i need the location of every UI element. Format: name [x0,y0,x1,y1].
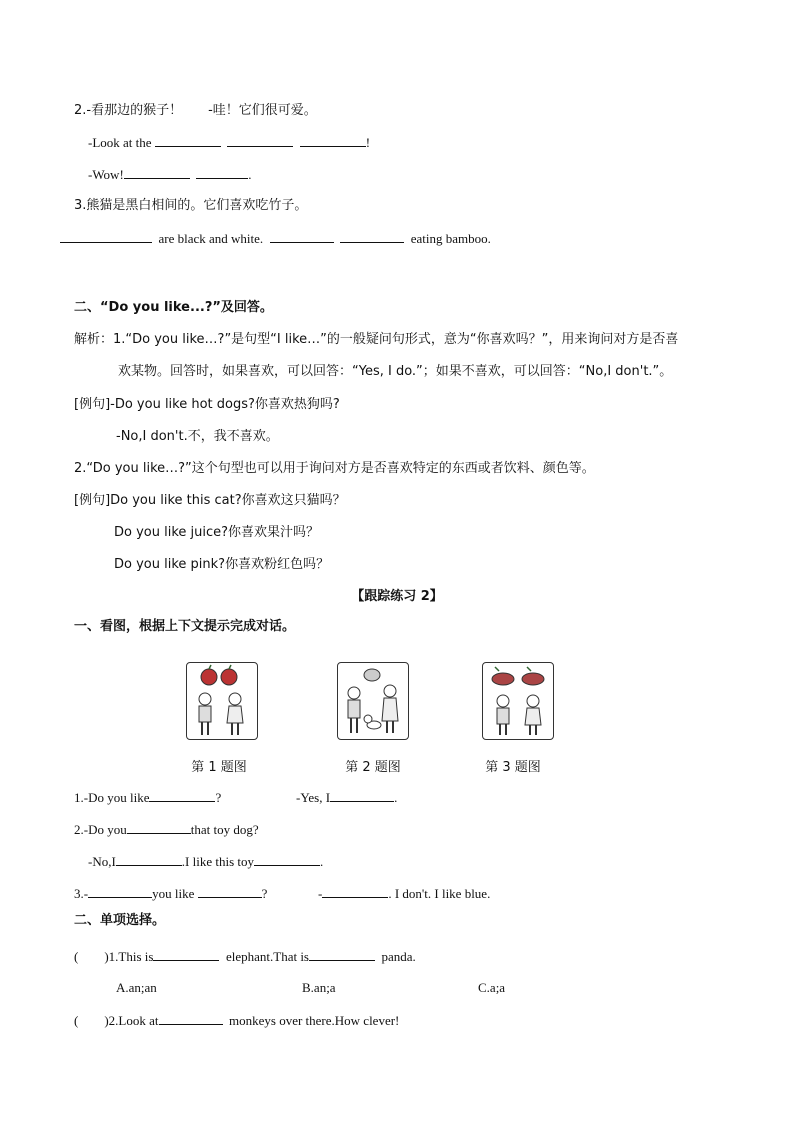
punct: ? [261,886,268,901]
mc2-text: )2.Look at [104,1013,159,1028]
practice-q2-b [88,853,323,870]
part1-heading: 一、看图，根据上下文提示完成对话。 [74,619,296,634]
answer-blank[interactable] [153,948,219,961]
q3-b-text: - [318,886,323,901]
kids-with-toy-dog-illustration [338,663,408,739]
example2-a: [例句]Do you like this cat?你喜欢这只猫吗？ [74,493,346,508]
answer-blank[interactable] [124,166,190,179]
q2-a-text: 2.-Do you [74,822,127,837]
practice-q1-b [296,789,397,806]
picture-3 [482,662,554,740]
answer-blank[interactable] [155,134,221,147]
mc1-option-b[interactable]: B.an;a [302,980,336,995]
mc-question-2 [74,1012,399,1029]
q2-line-a-text: -Look at the [88,135,152,150]
answer-blank[interactable] [300,134,366,147]
example2-b: Do you like juice?你喜欢果汁吗？ [114,525,320,540]
mc2-end: monkeys over there.How clever! [229,1013,400,1028]
kids-with-food-illustration [483,663,553,739]
answer-blank[interactable] [322,885,388,898]
picture-1 [186,662,258,740]
answer-blank[interactable] [198,885,262,898]
analysis-line-2: 欢某物。回答时，如果喜欢，可以回答：“Yes, I do.”；如果不喜欢，可以回答：“No,I don't.”。 [118,364,673,379]
point-2: 2.“Do you like…?”这个句型也可以用于询问对方是否喜欢特定的东西或者饮料、颜色等。 [74,461,595,476]
q3-a-text: 3.- [74,886,89,901]
answer-blank[interactable] [330,789,394,802]
picture-2 [337,662,409,740]
punct: ! [365,135,371,150]
q3-chinese: 3.熊猫是黑白相间的。它们喜欢吃竹子。 [74,198,308,213]
answer-blank[interactable] [149,789,215,802]
mc1-end: panda. [381,949,416,964]
part2-heading: 二、单项选择。 [74,913,166,928]
kids-with-apples-illustration [187,663,257,739]
q2-chinese: 2.-看那边的猴子！ -哇！它们很可爱。 [74,103,317,118]
q1-b-text: -Yes, I [296,790,331,805]
practice-q3-a [74,885,267,902]
q2-line-b-text: -Wow! [88,167,124,182]
punct: . [394,790,398,805]
q2-line-b [88,166,252,183]
example1-b: -No,I don't.不，我不喜欢。 [116,429,279,444]
mc1-text: )1.This is [104,949,154,964]
q3-mid-text: are black and white. [158,231,264,246]
answer-paren-open: ( [74,1013,79,1028]
practice-q2-a [74,821,259,838]
punct: . [320,854,324,869]
practice-q1-a [74,789,221,806]
mc-question-1 [74,948,416,965]
answer-blank[interactable] [196,166,248,179]
answer-blank[interactable] [159,1012,223,1025]
practice-title: 【跟踪练习 2】 [351,589,443,604]
q2-b-mid: .I like this toy [181,854,255,869]
q2-b-text: -No,I [88,854,116,869]
answer-blank[interactable] [88,885,152,898]
caption-3: 第 3 题图 [485,760,541,775]
q1-a-text: 1.-Do you like [74,790,150,805]
punct: ? [215,790,222,805]
q3-end-text: eating bamboo. [410,231,491,246]
q2-a-end: that toy dog? [190,822,259,837]
mc1-option-a[interactable]: A.an;an [116,980,157,995]
caption-2: 第 2 题图 [345,760,401,775]
answer-blank[interactable] [127,821,191,834]
answer-paren-open: ( [74,949,79,964]
q3-b-end: . I don't. I like blue. [388,886,491,901]
mc1-option-c[interactable]: C.a;a [478,980,506,995]
q2-line-a [88,134,370,151]
answer-blank[interactable] [227,134,293,147]
answer-blank[interactable] [116,853,182,866]
answer-blank[interactable] [60,230,152,243]
section2-heading: 二、“Do you like...?”及回答。 [74,300,273,315]
answer-blank[interactable] [254,853,320,866]
example2-c: Do you like pink?你喜欢粉红色吗？ [114,557,330,572]
q3-a-mid: you like [152,886,195,901]
answer-blank[interactable] [270,230,334,243]
example1-a: [例句]-Do you like hot dogs?你喜欢热狗吗? [74,397,340,412]
analysis-line-1: 解析：1.“Do you like…?”是句型“I like…”的一般疑问句形式，意为“你喜欢吗？”，用来询问对方是否喜 [74,332,679,347]
punct: . [248,167,252,182]
answer-blank[interactable] [309,948,375,961]
mc1-mid: elephant.That is [225,949,309,964]
answer-blank[interactable] [340,230,404,243]
caption-1: 第 1 题图 [191,760,247,775]
q3-line [60,230,491,247]
practice-q3-b [318,885,490,902]
